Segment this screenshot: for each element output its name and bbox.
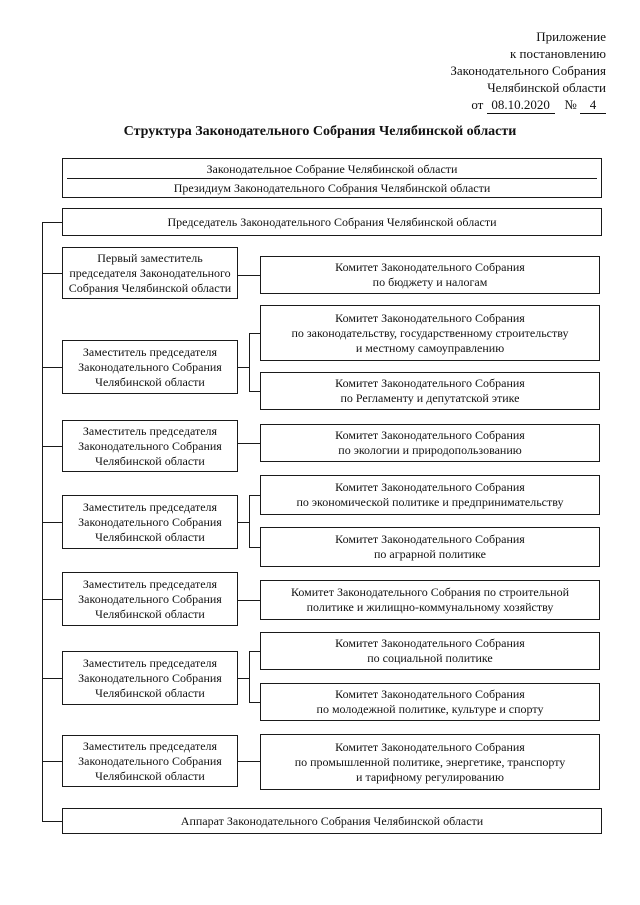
- deputy-box: [62, 735, 238, 787]
- deputy-connector: [42, 761, 62, 762]
- apparatus-connector: [42, 821, 62, 822]
- box-text-line: по социальной политике: [367, 651, 493, 665]
- committee-connector: [238, 443, 260, 444]
- box-text: [78, 424, 222, 469]
- box-text-line: Челябинской области: [95, 768, 205, 783]
- box-text: [335, 376, 525, 406]
- appendix-line-3: Законодательного Собрания: [450, 63, 606, 78]
- box-text-line: Заместитель председателя: [82, 423, 218, 438]
- committee-box: [260, 372, 600, 410]
- from-label: от: [471, 97, 484, 112]
- box-text-line: по законодательству, государственному строительству: [291, 325, 569, 340]
- deputy-box: [62, 340, 238, 394]
- committee-box: [260, 475, 600, 515]
- committee-connector: [238, 600, 260, 601]
- box-text: [291, 585, 569, 615]
- box-text: [78, 577, 222, 622]
- box-text-line: Заместитель председателя: [82, 576, 218, 591]
- box-text: [317, 687, 544, 717]
- box-text: [78, 656, 222, 701]
- box-text-line: по экологии и природопользованию: [338, 443, 522, 457]
- box-text-line: Комитет Законодательного Собрания: [335, 428, 525, 442]
- committee-bracket: [249, 333, 250, 391]
- apparatus-label: Аппарат Законодательного Собрания Челябинской области: [180, 813, 484, 828]
- box-text-line: Законодательного Собрания: [78, 359, 222, 374]
- box-text-line: и местному самоуправлению: [355, 340, 505, 355]
- box-text-line: Заместитель председателя: [82, 499, 218, 514]
- box-text-line: Законодательного Собрания: [78, 514, 222, 529]
- box-text-line: Законодательного Собрания: [78, 753, 222, 768]
- deputy-connector: [42, 522, 62, 523]
- box-text-line: политике и жилищно-коммунальному хозяйству: [306, 600, 554, 614]
- box-text-line: по бюджету и налогам: [372, 275, 488, 289]
- committee-connector: [249, 333, 260, 334]
- box-text-line: Челябинской области: [95, 374, 205, 389]
- assembly-presidium-box: [62, 158, 602, 198]
- deputy-connector: [42, 678, 62, 679]
- committee-connector: [238, 678, 249, 679]
- appendix-date-line: [306, 96, 606, 114]
- box-text-line: по Регламенту и депутатской этике: [340, 391, 520, 405]
- box-text-line: Заместитель председателя: [82, 344, 218, 359]
- presidium-label: Президиум Законодательного Собрания Челябинской области: [173, 181, 491, 195]
- box-text-line: Комитет Законодательного Собрания: [335, 532, 525, 546]
- committee-box: [260, 256, 600, 294]
- box-text-line: Первый заместитель: [97, 250, 203, 265]
- deputy-box: [62, 420, 238, 472]
- committee-connector: [238, 761, 260, 762]
- box-text-line: Комитет Законодательного Собрания: [335, 480, 525, 494]
- box-text: [335, 260, 525, 290]
- box-text-line: Законодательного Собрания: [78, 670, 222, 685]
- box-text-line: Комитет Законодательного Собрания: [335, 376, 525, 390]
- deputy-connector: [42, 599, 62, 600]
- committee-box: [260, 683, 600, 721]
- committee-box: [260, 632, 600, 670]
- deputy-connector: [42, 367, 62, 368]
- box-text-line: Собрания Челябинской области: [68, 280, 232, 295]
- number-label: №: [564, 97, 577, 112]
- committee-bracket: [249, 495, 250, 547]
- appendix-header: [306, 28, 606, 114]
- deputy-connector: [42, 446, 62, 447]
- resolution-date: 08.10.2020: [487, 96, 555, 114]
- committee-box: [260, 424, 600, 462]
- committee-box: [260, 734, 600, 790]
- box-text: [291, 311, 568, 356]
- box-text-line: Челябинской области: [95, 685, 205, 700]
- resolution-number: 4: [580, 96, 606, 114]
- committee-box: [260, 580, 600, 620]
- deputy-box: [62, 247, 238, 299]
- box-text: [296, 480, 563, 510]
- committee-connector: [249, 495, 260, 496]
- committee-connector: [238, 275, 260, 276]
- box-text: [78, 500, 222, 545]
- chairman-box: [62, 208, 602, 236]
- chairman-label: Председатель Законодательного Собрания Челябинской области: [167, 214, 497, 229]
- box-text-line: Комитет Законодательного Собрания: [335, 260, 525, 274]
- box-text-line: Комитет Законодательного Собрания: [335, 310, 525, 325]
- box-text-line: Комитет Законодательного Собрания: [335, 636, 525, 650]
- chairman-connector: [42, 222, 62, 223]
- committee-connector: [249, 391, 260, 392]
- appendix-line-4: Челябинской области: [487, 80, 606, 95]
- box-text-line: Законодательного Собрания: [78, 438, 222, 453]
- box-text-line: Законодательного Собрания: [78, 591, 222, 606]
- box-text-line: Заместитель председателя: [82, 655, 218, 670]
- assembly-label: Законодательное Собрание Челябинской области: [206, 161, 458, 176]
- committee-connector: [249, 651, 260, 652]
- box-text-line: по экономической политике и предпринимательству: [296, 495, 564, 509]
- appendix-line-2: к постановлению: [509, 46, 606, 61]
- committee-box: [260, 305, 600, 361]
- box-text: [335, 428, 525, 458]
- deputy-box: [62, 651, 238, 705]
- box-text-line: по аграрной политике: [373, 547, 487, 561]
- committee-connector: [238, 522, 249, 523]
- box-text-line: Заместитель председателя: [82, 738, 218, 753]
- document-title: Структура Законодательного Собрания Челябинской области: [123, 124, 517, 139]
- committee-connector: [238, 367, 249, 368]
- deputy-box: [62, 495, 238, 549]
- committee-connector: [249, 702, 260, 703]
- committee-connector: [249, 547, 260, 548]
- deputy-connector: [42, 273, 62, 274]
- box-text: [295, 740, 566, 785]
- box-text: [335, 532, 525, 562]
- box-text-line: Комитет Законодательного Собрания по строительной: [290, 585, 570, 599]
- committee-box: [260, 527, 600, 567]
- box-text: [335, 636, 525, 666]
- box-text: [78, 345, 222, 390]
- box-text-line: Челябинской области: [95, 606, 205, 621]
- apparatus-box: [62, 808, 602, 834]
- box-text-line: по молодежной политике, культуре и спорту: [316, 702, 544, 716]
- committee-bracket: [249, 651, 250, 702]
- appendix-line-1: Приложение: [536, 29, 606, 44]
- box-text: [69, 251, 231, 296]
- box-text-line: Челябинской области: [95, 453, 205, 468]
- box-text-line: по промышленной политике, энергетике, транспорту: [294, 754, 566, 769]
- box-text-line: Челябинской области: [95, 529, 205, 544]
- box-text-line: Комитет Законодательного Собрания: [335, 739, 525, 754]
- box-text-line: Комитет Законодательного Собрания: [335, 687, 525, 701]
- box-text-line: и тарифному регулированию: [356, 769, 504, 784]
- box-text: [78, 739, 222, 784]
- deputy-box: [62, 572, 238, 626]
- box-text-line: председателя Законодательного: [69, 265, 231, 280]
